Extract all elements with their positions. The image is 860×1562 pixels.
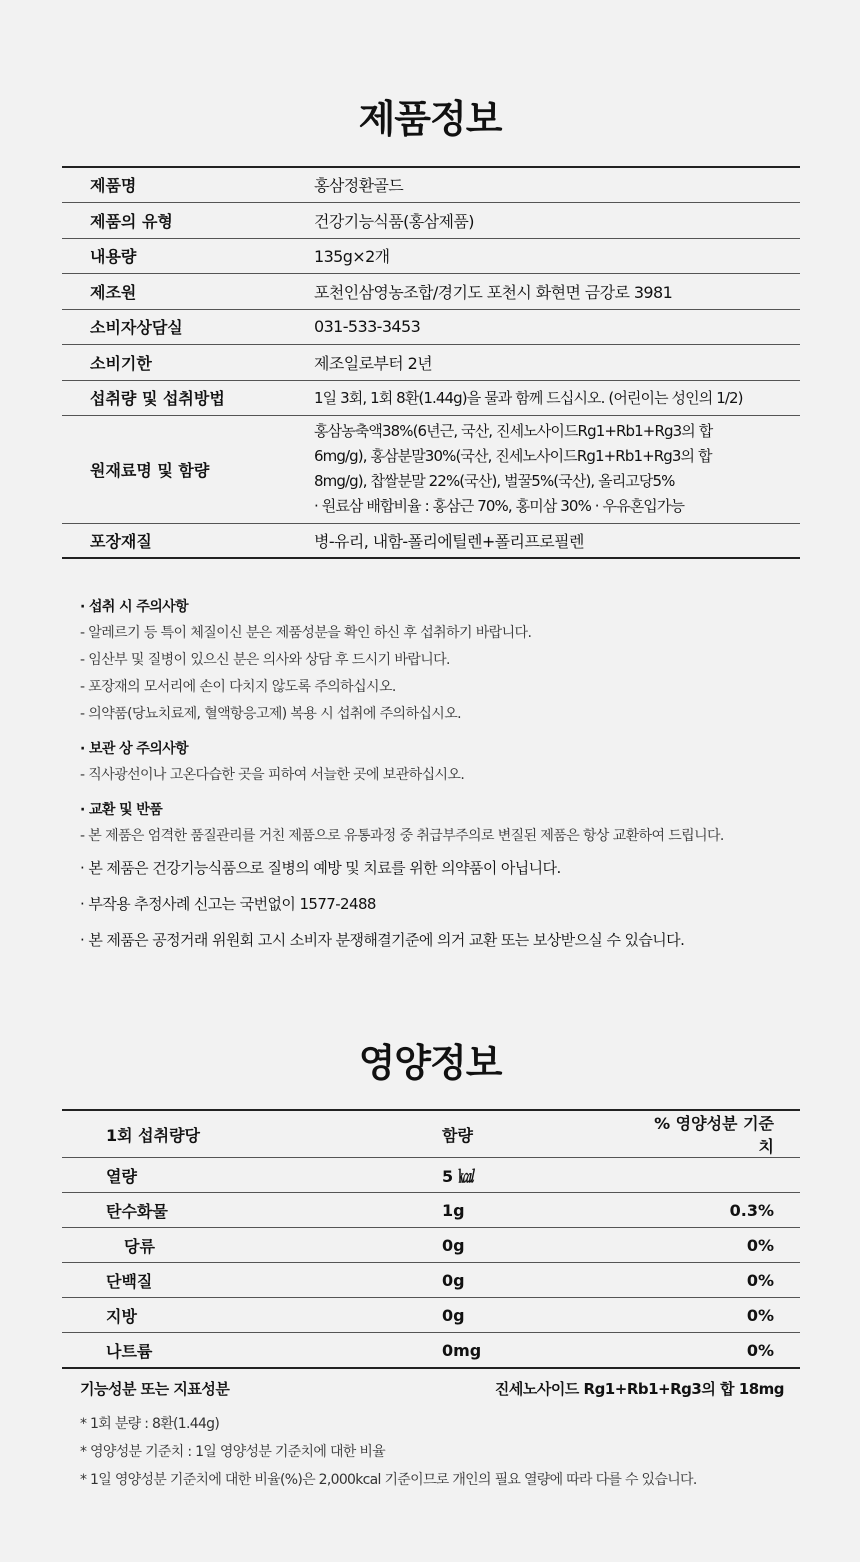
- nutrient-name: 단백질: [62, 1263, 442, 1298]
- notice-bullet: · 본 제품은 건강기능식품으로 질병의 예방 및 치료를 위한 의약품이 아닙니다.: [80, 859, 561, 877]
- nutrient-name: 지방: [62, 1298, 442, 1333]
- table-row: [62, 1298, 800, 1333]
- notice-bullet: · 부작용 추정사례 신고는 국번없이 1577-2488: [80, 895, 376, 913]
- footnote: * 영양성분 기준치 : 1일 영양성분 기준치에 대한 비율: [80, 1444, 386, 1460]
- nutrient-percent: 0.3%: [642, 1193, 800, 1228]
- exchange-heading: · 교환 및 반품: [80, 802, 163, 818]
- table-row: [62, 1228, 800, 1263]
- table-row: [62, 202, 800, 238]
- row-label: 포장재질: [90, 531, 152, 551]
- table-row: [62, 273, 800, 309]
- row-label: 내용량: [62, 238, 290, 273]
- product-info-title: 제품정보: [358, 97, 502, 141]
- nutrient-percent: 0%: [642, 1263, 800, 1298]
- row-value: 포천인삼영농조합/경기도 포천시 화현면 금강로 3981: [290, 273, 800, 309]
- row-label: 제품의 유형: [62, 202, 290, 238]
- table-row: [62, 238, 800, 273]
- table-row: [62, 167, 800, 202]
- nutrient-amount: 1g: [442, 1193, 642, 1228]
- row-value: 건강기능식품(홍삼제품): [290, 202, 800, 238]
- table-row: [62, 415, 800, 523]
- notice-bullet: · 본 제품은 공정거래 위원회 고시 소비자 분쟁해결기준에 의거 교환 또는 보상받으실 수 있습니다.: [80, 931, 685, 949]
- footnote: * 1일 영양성분 기준치에 대한 비율(%)은 2,000kcal 기준이므로 개인의 필요 열량에 따라 다를 수 있습니다.: [80, 1472, 697, 1488]
- nutrient-amount: 0g: [442, 1263, 642, 1298]
- nutrient-amount: 0mg: [442, 1340, 482, 1360]
- header-percent: % 영양성분 기준치: [642, 1110, 800, 1158]
- nutrient-name: 당류: [62, 1228, 442, 1263]
- ingredients-line: 6mg/g), 홍삼분말30%(국산, 진세노사이드Rg1+Rb1+Rg3의 합: [314, 447, 712, 465]
- nutrient-percent: 0%: [642, 1228, 800, 1263]
- intake-line: - 포장재의 모서리에 손이 다치지 않도록 주의하십시오.: [80, 679, 396, 695]
- ingredients-line: 8mg/g), 찹쌀분말 22%(국산), 벌꿀5%(국산), 올리고당5%: [314, 472, 675, 490]
- functional-value: 진세노사이드 Rg1+Rb1+Rg3의 합 18mg: [494, 1380, 784, 1398]
- row-value: 031-533-3453: [290, 309, 800, 344]
- table-row: [62, 1193, 800, 1228]
- nutrient-amount: 0g: [442, 1228, 642, 1263]
- functional-ingredient: [80, 1378, 784, 1399]
- intake-line: - 알레르기 등 특이 체질이신 분은 제품성분을 확인 하신 후 섭취하기 바랍니다.: [80, 625, 532, 641]
- nutrition-title: 영양정보: [358, 1041, 502, 1085]
- table-row: [62, 523, 800, 558]
- nutrient-name: 나트륨: [106, 1341, 153, 1361]
- row-value: 제조일로부터 2년: [290, 344, 800, 380]
- table-row: [62, 309, 800, 344]
- header-amount: 함량: [442, 1110, 642, 1158]
- nutrient-name: 열량: [62, 1158, 442, 1193]
- nutrient-name: 탄수화물: [62, 1193, 442, 1228]
- row-label: 소비자상담실: [62, 309, 290, 344]
- storage-line: - 직사광선이나 고온다습한 곳을 피하여 서늘한 곳에 보관하십시오.: [80, 767, 465, 783]
- row-label: 제품명: [62, 167, 290, 202]
- nutrient-percent: [642, 1158, 800, 1193]
- table-row: [62, 1333, 800, 1369]
- table-row: [62, 1263, 800, 1298]
- footnote: * 1회 분량 : 8환(1.44g): [80, 1416, 220, 1432]
- header-name: 1회 섭취량당: [62, 1110, 442, 1158]
- row-value: 1일 3회, 1회 8환(1.44g)을 물과 함께 드십시오. (어린이는 성인의 1/2): [290, 380, 800, 415]
- row-label: 원재료명 및 함량: [62, 415, 290, 523]
- table-row: [62, 380, 800, 415]
- row-label: 제조원: [62, 273, 290, 309]
- table-header-row: [62, 1110, 800, 1158]
- product-info-table: [62, 166, 800, 559]
- ingredients-line: 홍삼농축액38%(6년근, 국산, 진세노사이드Rg1+Rb1+Rg3의 합: [314, 422, 713, 440]
- storage-heading: · 보관 상 주의사항: [80, 741, 189, 757]
- precautions: [80, 594, 800, 958]
- functional-label: 기능성분 또는 지표성분: [80, 1380, 230, 1398]
- intake-heading: · 섭취 시 주의사항: [80, 599, 189, 615]
- ingredients-value: [290, 415, 800, 523]
- row-value: 135g×2개: [290, 238, 800, 273]
- nutrient-amount: 0g: [442, 1298, 642, 1333]
- nutrition-table: [62, 1109, 800, 1369]
- table-row: [62, 344, 800, 380]
- intake-line: - 의약품(당뇨치료제, 혈액항응고제) 복용 시 섭취에 주의하십시오.: [80, 706, 461, 722]
- exchange-line: - 본 제품은 엄격한 품질관리를 거친 제품으로 유통과정 중 취급부주의로 변질된 제품은 항상 교환하여 드립니다.: [80, 828, 724, 844]
- nutrient-percent: 0%: [642, 1298, 800, 1333]
- nutrient-amount: 5 ㎉: [442, 1158, 642, 1193]
- row-label: 소비기한: [62, 344, 290, 380]
- row-label: 섭취량 및 섭취방법: [62, 380, 290, 415]
- ingredients-line: · 원료삼 배합비율 : 홍삼근 70%, 홍미삼 30% · 우유혼입가능: [314, 497, 685, 515]
- row-value: 홍삼정환골드: [290, 167, 800, 202]
- footnotes: [80, 1410, 800, 1494]
- intake-line: - 임산부 및 질병이 있으신 분은 의사와 상담 후 드시기 바랍니다.: [80, 652, 450, 668]
- row-value: 병-유리, 내함-폴리에틸렌+폴리프로필렌: [314, 531, 584, 551]
- table-row: [62, 1158, 800, 1193]
- nutrient-percent: 0%: [746, 1340, 774, 1360]
